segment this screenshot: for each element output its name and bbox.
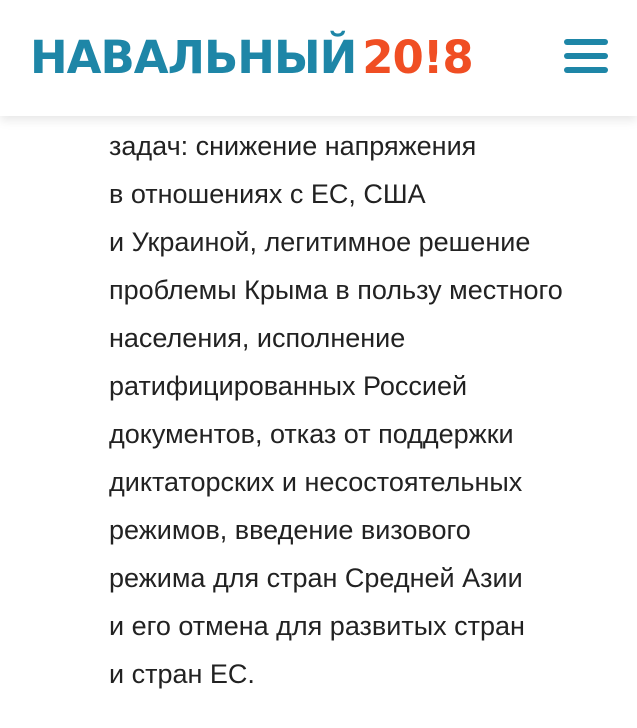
menu-button[interactable] (560, 36, 610, 76)
article-line: задач: снижение напряжения (109, 131, 477, 161)
article-line: диктаторских и несостоятельных (109, 467, 523, 497)
article-line: и его отмена для развитых стран (109, 611, 525, 641)
site-logo[interactable] (30, 30, 473, 86)
article-line: ратифицированных Россией (109, 371, 468, 401)
article-line: документов, отказ от поддержки (109, 419, 514, 449)
article-line: населения, исполнение (109, 323, 406, 353)
article-line: проблемы Крыма в пользу местного (109, 275, 563, 305)
menu-bar-top (564, 39, 608, 45)
logo-year: 20!8 (362, 31, 473, 84)
article-line: режима для стран Средней Азии (109, 563, 523, 593)
site-header (0, 0, 637, 116)
article-text (109, 122, 629, 698)
menu-bar-middle (564, 53, 608, 59)
article-line: режимов, введение визового (109, 515, 471, 545)
menu-bar-bottom (564, 67, 608, 73)
article-line: в отношениях с ЕС, США (109, 179, 426, 209)
article-line: и стран ЕС. (109, 659, 255, 689)
article-line: и Украиной, легитимное решение (109, 227, 531, 257)
logo-name: НАВАЛЬНЫЙ (30, 31, 357, 84)
